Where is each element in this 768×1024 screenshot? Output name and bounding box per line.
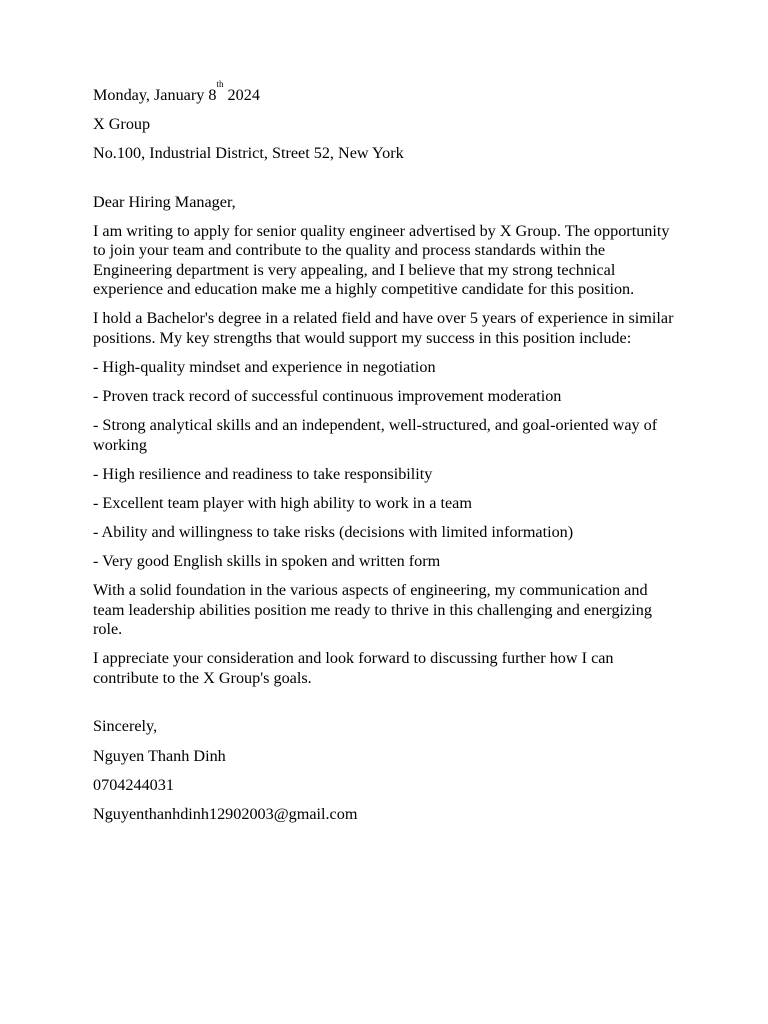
signer-phone: 0704244031 <box>93 775 174 794</box>
date-year: 2024 <box>223 86 260 104</box>
closing-paragraph: With a solid foundation in the various aspects of engineering, my communication and team leadership abilities position me ready to thrive in this challenging and energizing role. <box>93 581 652 639</box>
letter-date <box>93 79 683 106</box>
strengths-list <box>93 358 683 572</box>
strength-item: - Strong analytical skills and an independent, well-structured, and goal-oriented way of working <box>93 416 658 454</box>
strength-item: - Proven track record of successful continuous improvement moderation <box>93 387 562 406</box>
intro-paragraph: I am writing to apply for senior quality engineer advertised by X Group. The opportunity to join your team and contribute to the quality and process standards within the Engineering department is very appealing, and I believe that my strong technical experience and education make me a highly competitive candidate for this position. <box>93 221 670 299</box>
strength-item: - Ability and willingness to take risks (decisions with limited information) <box>93 523 574 542</box>
signer-email: Nguyenthanhdinh12902003@gmail.com <box>93 804 358 823</box>
recipient-company: X Group <box>93 115 151 134</box>
strength-item: - Excellent team player with high ability to work in a team <box>93 493 472 512</box>
date-text: Monday, January 8 <box>93 86 217 104</box>
valediction: Sincerely, <box>93 717 158 736</box>
salutation: Dear Hiring Manager, <box>93 192 236 211</box>
thanks-paragraph: I appreciate your consideration and look forward to discussing further how I can contribute to the X Group's goals. <box>93 649 614 687</box>
recipient-address: No.100, Industrial District, Street 52, New York <box>93 144 404 163</box>
spacer <box>93 173 683 193</box>
date-ordinal-suffix: th <box>216 79 224 89</box>
signer-name: Nguyen Thanh Dinh <box>93 746 226 765</box>
strength-item: - High-quality mindset and experience in negotiation <box>93 358 436 377</box>
cover-letter-page <box>93 79 683 834</box>
spacer <box>93 698 683 718</box>
strength-item: - High resilience and readiness to take responsibility <box>93 464 433 483</box>
background-paragraph: I hold a Bachelor's degree in a related field and have over 5 years of experience in similar positions. My key strengths that would support my success in this position include: <box>93 309 674 347</box>
strength-item: - Very good English skills in spoken and written form <box>93 552 441 571</box>
